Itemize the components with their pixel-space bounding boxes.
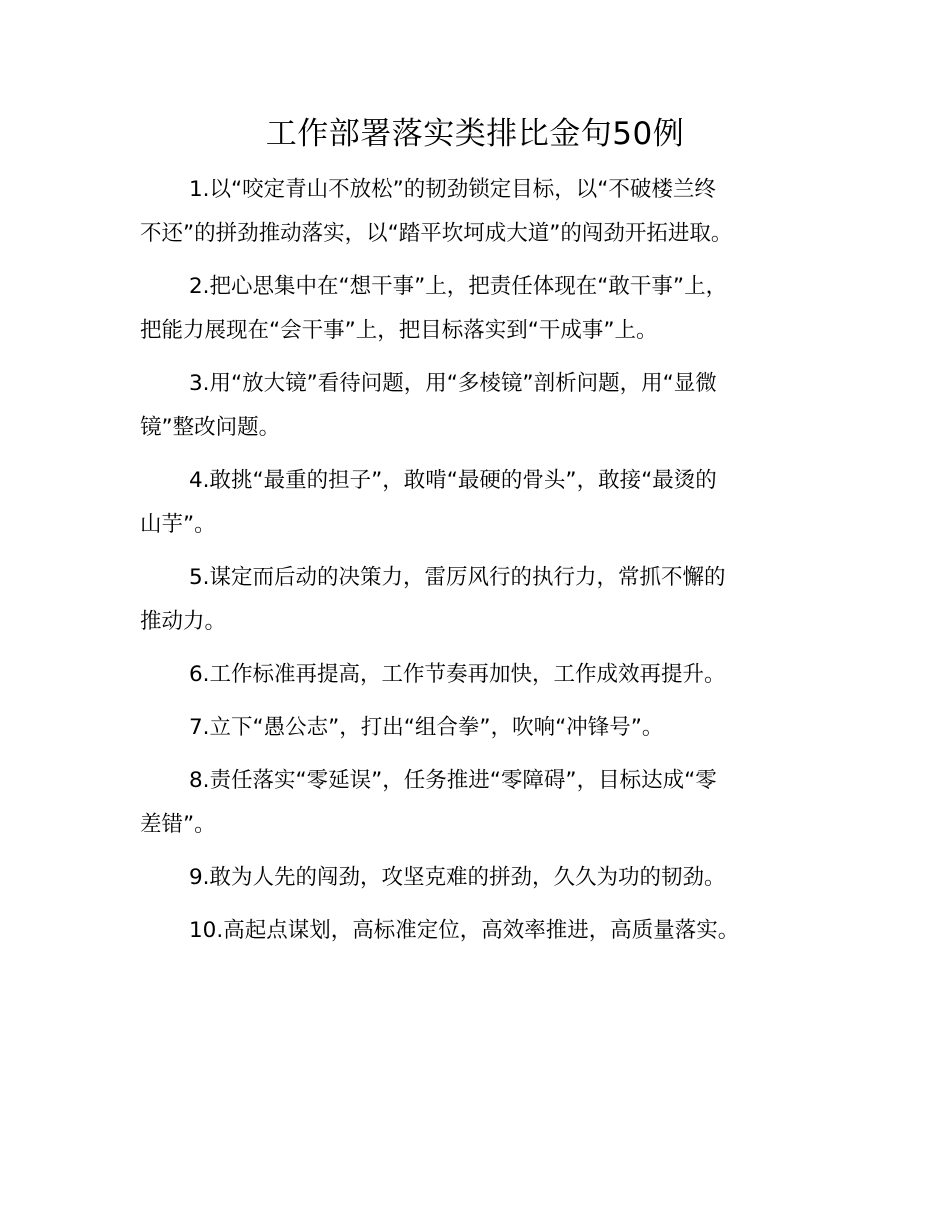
list-item-line: 不还”的拼劲推动落实，以“踏平坎坷成大道”的闯劲开拓进取。 <box>140 221 733 246</box>
list-item-line: 1.以“咬定青山不放松”的韧劲锁定目标，以“不破楼兰终 <box>189 177 716 202</box>
document-title: 工作部署落实类排比金句50例 <box>265 116 685 152</box>
list-item <box>140 759 840 847</box>
list-item-line: 2.把心思集中在“想干事”上，把责任体现在“敢干事”上， <box>189 274 728 299</box>
list-item <box>140 706 840 750</box>
list-item <box>140 909 840 953</box>
list-item-line: 推动力。 <box>140 609 227 634</box>
list-item <box>140 168 840 256</box>
list-item <box>140 556 840 644</box>
list-item <box>140 362 840 450</box>
list-item-line: 山芋”。 <box>140 512 216 537</box>
list-item-line: 差错”。 <box>140 812 216 837</box>
list-item <box>140 459 840 547</box>
list-item-line: 3.用“放大镜”看待问题，用“多棱镜”剖析问题，用“显微 <box>189 371 717 396</box>
list-item-line: 6.工作标准再提高，工作节奏再加快，工作成效再提升。 <box>189 662 726 687</box>
list-item-line: 4.敢挑“最重的担子”，敢啃“最硬的骨头”，敢接“最烫的 <box>189 468 717 493</box>
list-item-line: 镜”整改问题。 <box>140 415 281 440</box>
list-item <box>140 265 840 353</box>
list-item-line: 10.高起点谋划，高标准定位，高效率推进，高质量落实。 <box>189 918 740 943</box>
document-body <box>140 168 840 962</box>
list-item-line: 把能力展现在“会干事”上，把目标落实到“干成事”上。 <box>140 318 658 343</box>
list-item-line: 7.立下“愚公志”，打出“组合拳”，吹响“冲锋号”。 <box>189 715 664 740</box>
list-item-line: 5.谋定而后动的决策力，雷厉风行的执行力，常抓不懈的 <box>189 565 726 590</box>
list-item-line: 9.敢为人先的闯劲，攻坚克难的拼劲，久久为功的韧劲。 <box>189 865 726 890</box>
list-item <box>140 856 840 900</box>
list-item-line: 8.责任落实“零延误”，任务推进“零障碍”，目标达成“零 <box>189 768 717 793</box>
list-item <box>140 653 840 697</box>
